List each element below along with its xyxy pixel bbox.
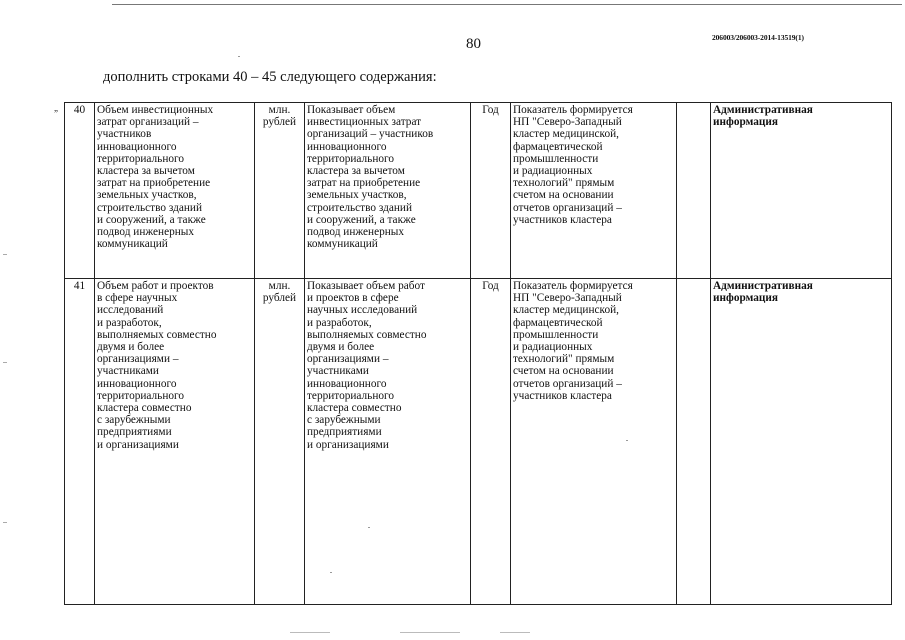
indicator-name: Объем инвестиционных затрат организаций – участников инновационного территориального кластера за вычетом затрат на приобретение земельных участков, строительство зданий и сооружений, а также подвод инженерных коммуникаций: [95, 103, 255, 279]
periodicity: Год: [471, 279, 511, 605]
scan-speck: [290, 632, 330, 633]
scan-speck: [500, 632, 530, 633]
indicator-description: Показывает объем работ и проектов в сфере научных исследований и разработок, выполняемых совместно двумя и более организациями – участниками инновационного территориального кластера совместно с зарубежными предприятиями и организациями: [305, 279, 471, 605]
scan-speck: [3, 522, 7, 523]
empty-cell: [677, 103, 711, 279]
empty-cell: [677, 279, 711, 605]
row-number: 40: [65, 103, 95, 279]
scan-speck: [238, 56, 240, 57]
table-row: [65, 279, 892, 605]
table-row: [65, 103, 892, 279]
scan-speck: [3, 254, 7, 255]
row-number: 41: [65, 279, 95, 605]
calculation-method: Показатель формируется НП "Северо-Западный кластер медицинской, фармацевтической промышленности и радиационных технологий" прямым счетом на основании отчетов организаций – участников кластера: [511, 103, 677, 279]
page-number: 80: [466, 36, 481, 52]
intro-text: дополнить строками 40 – 45 следующего содержания:: [103, 69, 437, 85]
scan-speck: [368, 527, 370, 528]
information-source: Административная информация: [711, 279, 892, 605]
scan-speck: [626, 440, 628, 441]
indicator-description: Показывает объем инвестиционных затрат организаций – участников инновационного территориального кластера за вычетом затрат на приобретение земельных участков, строительство зданий и сооружений, а также подвод инженерных коммуникаций: [305, 103, 471, 279]
unit-of-measure: млн. рублей: [255, 103, 305, 279]
scan-speck: [330, 572, 332, 573]
calculation-method: Показатель формируется НП "Северо-Западный кластер медицинской, фармацевтической промышленности и радиационных технологий" прямым счетом на основании отчетов организаций – участников кластера: [511, 279, 677, 605]
document-id: 206003/206003-2014-13519(1): [712, 33, 804, 42]
opening-quote-mark: „: [54, 103, 58, 113]
information-source: Административная информация: [711, 103, 892, 279]
periodicity: Год: [471, 103, 511, 279]
indicator-name: Объем работ и проектов в сфере научных исследований и разработок, выполняемых совместно двумя и более организациями – участниками инновационного территориального кластера совместно с зарубежными предприятиями и организациями: [95, 279, 255, 605]
top-border-line: [112, 4, 902, 5]
scan-speck: [400, 632, 460, 633]
indicators-table: [64, 102, 892, 605]
scan-speck: [3, 362, 7, 363]
unit-of-measure: млн. рублей: [255, 279, 305, 605]
